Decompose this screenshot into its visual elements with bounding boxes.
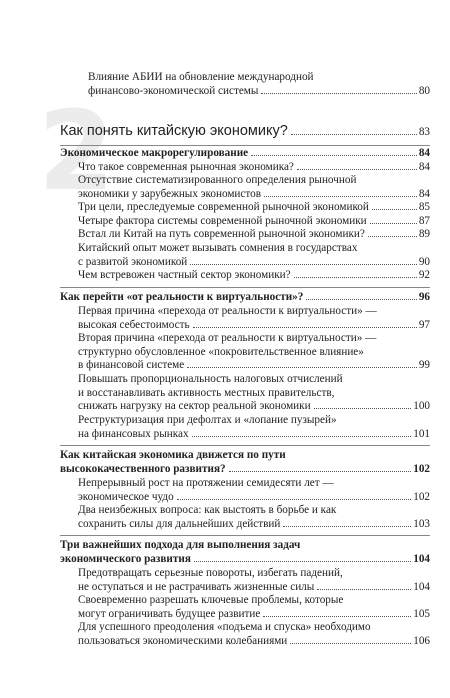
- toc-entry-line: Повышать пропорциональность налоговых отчислений: [78, 373, 343, 385]
- toc-entry-line: экономическое чудо: [78, 490, 174, 503]
- dot-leader: [192, 436, 412, 437]
- dot-leader: [291, 134, 417, 135]
- toc-entry-line: Влияние АБИИ на обновление международной: [88, 71, 314, 83]
- toc-entry: [78, 242, 430, 269]
- toc-entry: [78, 269, 430, 283]
- group-heading: [60, 539, 430, 566]
- group-heading-text: высококачественного развития?: [60, 462, 226, 475]
- group-heading: [60, 291, 430, 305]
- group-heading-text: Как китайская экономика движется по пути: [60, 449, 286, 461]
- toc-entry: [78, 228, 430, 242]
- toc-entry: [78, 201, 430, 215]
- dot-leader: [251, 155, 417, 156]
- toc-entry-line: Непрерывный рост на протяжении семидесяти лет —: [78, 477, 334, 489]
- toc-entry: [78, 414, 430, 441]
- page-number: 84: [418, 187, 430, 200]
- toc-entry-line: могут ограничивать будущее развитие: [78, 607, 261, 620]
- chapter-number-watermark: 2: [38, 87, 115, 215]
- toc-entry-line: Своевременно разрешать ключевые проблемы, которые: [78, 594, 344, 606]
- dot-leader: [370, 223, 417, 224]
- toc-entry-line: структурно обусловленное «покровительственное влияние»: [78, 345, 364, 358]
- page-number: 90: [418, 255, 430, 268]
- dot-leader: [229, 471, 412, 472]
- toc-entry-line: Встал ли Китай на путь современной рыночной экономики?: [78, 228, 365, 240]
- toc-entry: [78, 504, 430, 531]
- page-number: 89: [418, 228, 430, 240]
- toc-entry: [78, 215, 430, 229]
- page-number: 102: [413, 462, 430, 475]
- toc-entry: [78, 373, 430, 414]
- page-number: 106: [413, 634, 430, 647]
- group-rule: [60, 145, 430, 146]
- toc-entry-line: на финансовых рынках: [78, 427, 189, 440]
- toc-entry: [78, 332, 430, 373]
- toc-entry-line: Вторая причина «перехода от реальности к виртуальности» —: [78, 332, 377, 344]
- dot-leader: [290, 643, 411, 644]
- dot-leader: [193, 327, 417, 328]
- toc-entry: [78, 477, 430, 504]
- toc-entry-line: Предотвращать серьезные повороты, избегать падений,: [78, 567, 343, 579]
- toc-entry-line: пользоваться экономическими колебаниями: [78, 634, 288, 647]
- toc-entry-line: Китайский опыт может вызывать сомнения в государствах: [78, 242, 358, 254]
- page-number: 104: [413, 580, 430, 593]
- toc-entry-line: финансово-экономической системы: [88, 84, 259, 97]
- page-number: 92: [418, 269, 430, 281]
- page-number: 105: [413, 607, 430, 620]
- toc-entry: [78, 161, 430, 175]
- toc-entry-line: с развитой экономикой: [78, 255, 188, 268]
- dot-leader: [263, 616, 411, 617]
- dot-leader: [294, 277, 417, 278]
- toc-entry-line: Три цели, преследуемые современной рыночной экономикой: [78, 201, 369, 213]
- toc-entry-prev: [88, 71, 430, 98]
- dot-leader: [306, 299, 416, 300]
- dot-leader: [297, 169, 417, 170]
- page-number: 103: [413, 517, 430, 530]
- dot-leader: [283, 526, 411, 527]
- group-rule: [60, 535, 430, 536]
- page-number: 97: [418, 318, 430, 331]
- dot-leader: [177, 499, 412, 500]
- section-title-text: Как понять китайскую экономику?: [60, 123, 288, 139]
- toc-entry: [78, 305, 430, 332]
- dot-leader: [194, 561, 411, 562]
- toc-entry-line: Реструктуризация при дефолтах и «лопание пузырей»: [78, 414, 337, 426]
- toc-entry-line: снижать нагрузку на сектор реальной экономики: [78, 400, 311, 413]
- group-heading-text: Как перейти «от реальности к виртуальности»?: [60, 291, 304, 303]
- group-heading: [60, 449, 430, 476]
- toc-entry-line: в финансовой системе: [78, 359, 185, 372]
- group-heading: [60, 147, 430, 161]
- page-number: 101: [413, 427, 430, 440]
- page-number: 102: [413, 490, 430, 503]
- toc-entry-line: Первая причина «перехода от реальности к виртуальности» —: [78, 305, 377, 317]
- toc-entry: [78, 567, 430, 594]
- toc-entry-line: Два неизбежных вопроса: как выстоять в борьбе и как: [78, 504, 337, 516]
- toc-entry-line: Отсутствие систематизированного определения рыночной: [78, 174, 357, 186]
- toc-entry-line: высокая себестоимость: [78, 318, 190, 331]
- page-number: 80: [418, 84, 430, 97]
- toc-entry: [78, 621, 430, 648]
- section-title: [60, 123, 430, 139]
- toc-entry: [78, 594, 430, 621]
- toc-entry-line: экономики у зарубежных экономистов: [78, 187, 261, 200]
- page-number: 96: [418, 291, 430, 303]
- page-number: 104: [413, 552, 430, 565]
- page-number: 83: [418, 126, 430, 138]
- toc-entry-line: и восстанавливать активность местных правительств,: [78, 386, 335, 399]
- toc-entry: [78, 174, 430, 201]
- toc-entry-line: Четыре фактора системы современной рыночной экономики: [78, 215, 367, 227]
- group-rule: [60, 287, 430, 288]
- group-heading-text: Экономическое макрорегулирование: [60, 147, 249, 159]
- page-number: 84: [418, 161, 430, 173]
- toc-entry-line: Что такое современная рыночная экономика?: [78, 161, 294, 173]
- dot-leader: [317, 589, 411, 590]
- page-number: 100: [413, 400, 430, 413]
- group-rule: [60, 445, 430, 446]
- page-number: 85: [418, 201, 430, 213]
- dot-leader: [314, 408, 412, 409]
- dot-leader: [368, 236, 417, 237]
- toc-entry-line: не оступаться и не растрачивать жизненные силы: [78, 580, 315, 593]
- toc-entry-line: сохранить силы для дальнейших действий: [78, 517, 281, 530]
- dot-leader: [261, 93, 416, 94]
- dot-leader: [187, 367, 417, 368]
- dot-leader: [190, 264, 417, 265]
- dot-leader: [264, 196, 417, 197]
- toc-entry-line: Чем встревожен частный сектор экономики?: [78, 269, 291, 281]
- toc-entry-line: Для успешного преодоления «подъема и спуска» необходимо: [78, 621, 371, 633]
- page-number: 87: [418, 215, 430, 227]
- dot-leader: [372, 209, 417, 210]
- page-number: 84: [418, 147, 430, 159]
- group-heading-text: Три важнейших подхода для выполнения задач: [60, 539, 301, 551]
- group-heading-text: экономического развития: [60, 552, 191, 565]
- page-number: 99: [418, 359, 430, 372]
